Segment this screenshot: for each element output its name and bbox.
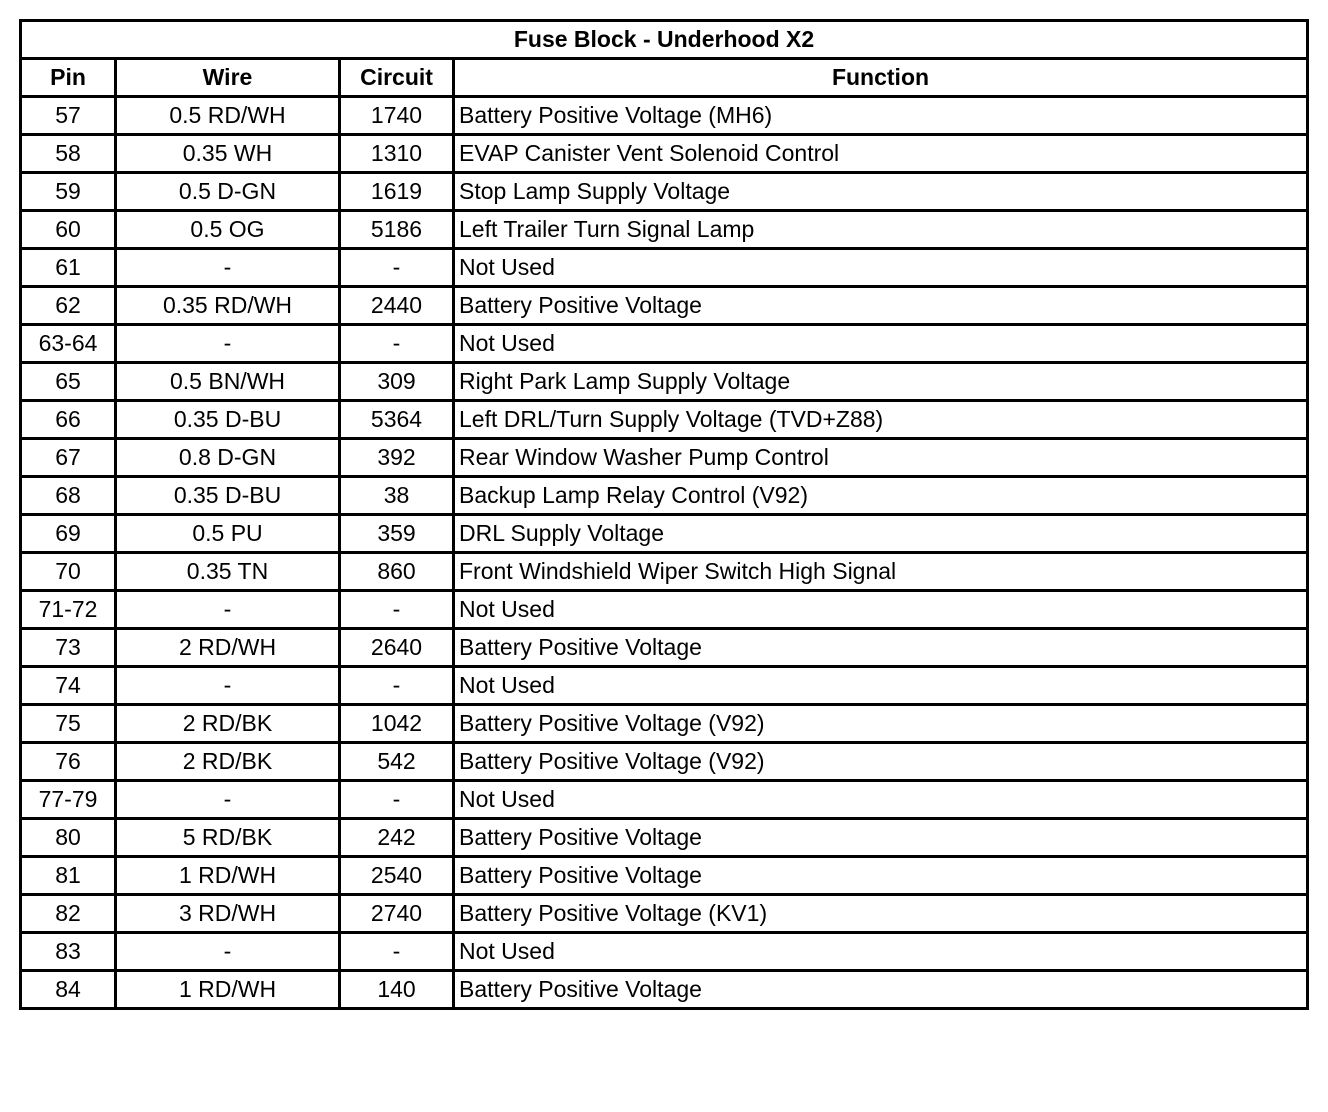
cell-circuit: 38 [340,477,454,515]
cell-wire: 2 RD/BK [116,705,340,743]
cell-pin: 70 [21,553,116,591]
cell-function: Left DRL/Turn Supply Voltage (TVD+Z88) [454,401,1308,439]
cell-wire: 0.5 OG [116,211,340,249]
cell-pin: 67 [21,439,116,477]
cell-pin: 84 [21,971,116,1009]
table-row [21,705,1308,743]
cell-circuit: 140 [340,971,454,1009]
cell-wire: 5 RD/BK [116,819,340,857]
cell-wire: 0.5 RD/WH [116,97,340,135]
table-row [21,933,1308,971]
header-circuit: Circuit [340,59,454,97]
cell-wire: 2 RD/WH [116,629,340,667]
cell-pin: 68 [21,477,116,515]
cell-wire: 0.35 TN [116,553,340,591]
table-row [21,553,1308,591]
cell-circuit: 242 [340,819,454,857]
cell-pin: 65 [21,363,116,401]
cell-pin: 57 [21,97,116,135]
cell-function: Battery Positive Voltage (V92) [454,705,1308,743]
table-row [21,667,1308,705]
cell-function: Not Used [454,933,1308,971]
table-row [21,325,1308,363]
cell-function: DRL Supply Voltage [454,515,1308,553]
cell-circuit: - [340,591,454,629]
cell-wire: 0.35 RD/WH [116,287,340,325]
cell-wire: - [116,933,340,971]
cell-pin: 76 [21,743,116,781]
cell-function: Battery Positive Voltage [454,857,1308,895]
cell-pin: 66 [21,401,116,439]
header-function: Function [454,59,1308,97]
cell-circuit: 1042 [340,705,454,743]
cell-pin: 75 [21,705,116,743]
table-row [21,819,1308,857]
table-row [21,515,1308,553]
table-row [21,135,1308,173]
cell-wire: - [116,591,340,629]
cell-pin: 71-72 [21,591,116,629]
cell-circuit: 1740 [340,97,454,135]
cell-function: Stop Lamp Supply Voltage [454,173,1308,211]
cell-circuit: 309 [340,363,454,401]
cell-circuit: 2540 [340,857,454,895]
cell-pin: 82 [21,895,116,933]
cell-circuit: 5364 [340,401,454,439]
cell-function: Front Windshield Wiper Switch High Signal [454,553,1308,591]
cell-pin: 83 [21,933,116,971]
header-wire: Wire [116,59,340,97]
cell-pin: 81 [21,857,116,895]
table-row [21,363,1308,401]
cell-wire: - [116,325,340,363]
cell-wire: 0.35 D-BU [116,401,340,439]
cell-circuit: - [340,933,454,971]
cell-wire: 2 RD/BK [116,743,340,781]
cell-function: Backup Lamp Relay Control (V92) [454,477,1308,515]
cell-wire: 1 RD/WH [116,971,340,1009]
cell-function: EVAP Canister Vent Solenoid Control [454,135,1308,173]
cell-pin: 74 [21,667,116,705]
cell-wire: 1 RD/WH [116,857,340,895]
table-row [21,173,1308,211]
cell-function: Left Trailer Turn Signal Lamp [454,211,1308,249]
cell-function: Not Used [454,667,1308,705]
cell-circuit: 2440 [340,287,454,325]
cell-pin: 80 [21,819,116,857]
cell-wire: 0.5 PU [116,515,340,553]
table-row [21,895,1308,933]
cell-circuit: - [340,325,454,363]
header-pin: Pin [21,59,116,97]
table-row [21,629,1308,667]
cell-function: Right Park Lamp Supply Voltage [454,363,1308,401]
cell-function: Not Used [454,325,1308,363]
cell-pin: 62 [21,287,116,325]
cell-pin: 58 [21,135,116,173]
cell-function: Battery Positive Voltage [454,971,1308,1009]
table-row [21,477,1308,515]
cell-pin: 61 [21,249,116,287]
cell-wire: 0.5 BN/WH [116,363,340,401]
cell-circuit: 2740 [340,895,454,933]
cell-pin: 63-64 [21,325,116,363]
table-row [21,401,1308,439]
cell-wire: - [116,667,340,705]
cell-circuit: 860 [340,553,454,591]
cell-wire: - [116,249,340,287]
cell-circuit: 392 [340,439,454,477]
table-body [21,97,1308,1009]
cell-circuit: 542 [340,743,454,781]
table-row [21,971,1308,1009]
cell-function: Not Used [454,781,1308,819]
table-row [21,743,1308,781]
cell-wire: 0.5 D-GN [116,173,340,211]
fuse-block-pinout-table [19,19,1309,1010]
cell-pin: 60 [21,211,116,249]
cell-pin: 77-79 [21,781,116,819]
cell-function: Battery Positive Voltage (KV1) [454,895,1308,933]
cell-function: Battery Positive Voltage [454,629,1308,667]
table-row [21,287,1308,325]
cell-function: Battery Positive Voltage (V92) [454,743,1308,781]
cell-function: Not Used [454,591,1308,629]
cell-function: Battery Positive Voltage [454,819,1308,857]
table-row [21,211,1308,249]
table-title-row [21,21,1308,59]
cell-function: Battery Positive Voltage [454,287,1308,325]
table-row [21,97,1308,135]
cell-circuit: 2640 [340,629,454,667]
cell-circuit: 5186 [340,211,454,249]
cell-circuit: - [340,249,454,287]
cell-wire: 0.35 D-BU [116,477,340,515]
cell-wire: - [116,781,340,819]
cell-pin: 59 [21,173,116,211]
cell-circuit: 1619 [340,173,454,211]
cell-circuit: 1310 [340,135,454,173]
table-row [21,781,1308,819]
table-row [21,857,1308,895]
cell-circuit: - [340,781,454,819]
cell-function: Not Used [454,249,1308,287]
table-title: Fuse Block - Underhood X2 [21,21,1308,59]
table-row [21,249,1308,287]
cell-pin: 69 [21,515,116,553]
cell-circuit: - [340,667,454,705]
cell-pin: 73 [21,629,116,667]
cell-wire: 0.35 WH [116,135,340,173]
table-row [21,439,1308,477]
cell-function: Rear Window Washer Pump Control [454,439,1308,477]
cell-circuit: 359 [340,515,454,553]
cell-wire: 3 RD/WH [116,895,340,933]
table-header-row [21,59,1308,97]
table-row [21,591,1308,629]
cell-function: Battery Positive Voltage (MH6) [454,97,1308,135]
cell-wire: 0.8 D-GN [116,439,340,477]
